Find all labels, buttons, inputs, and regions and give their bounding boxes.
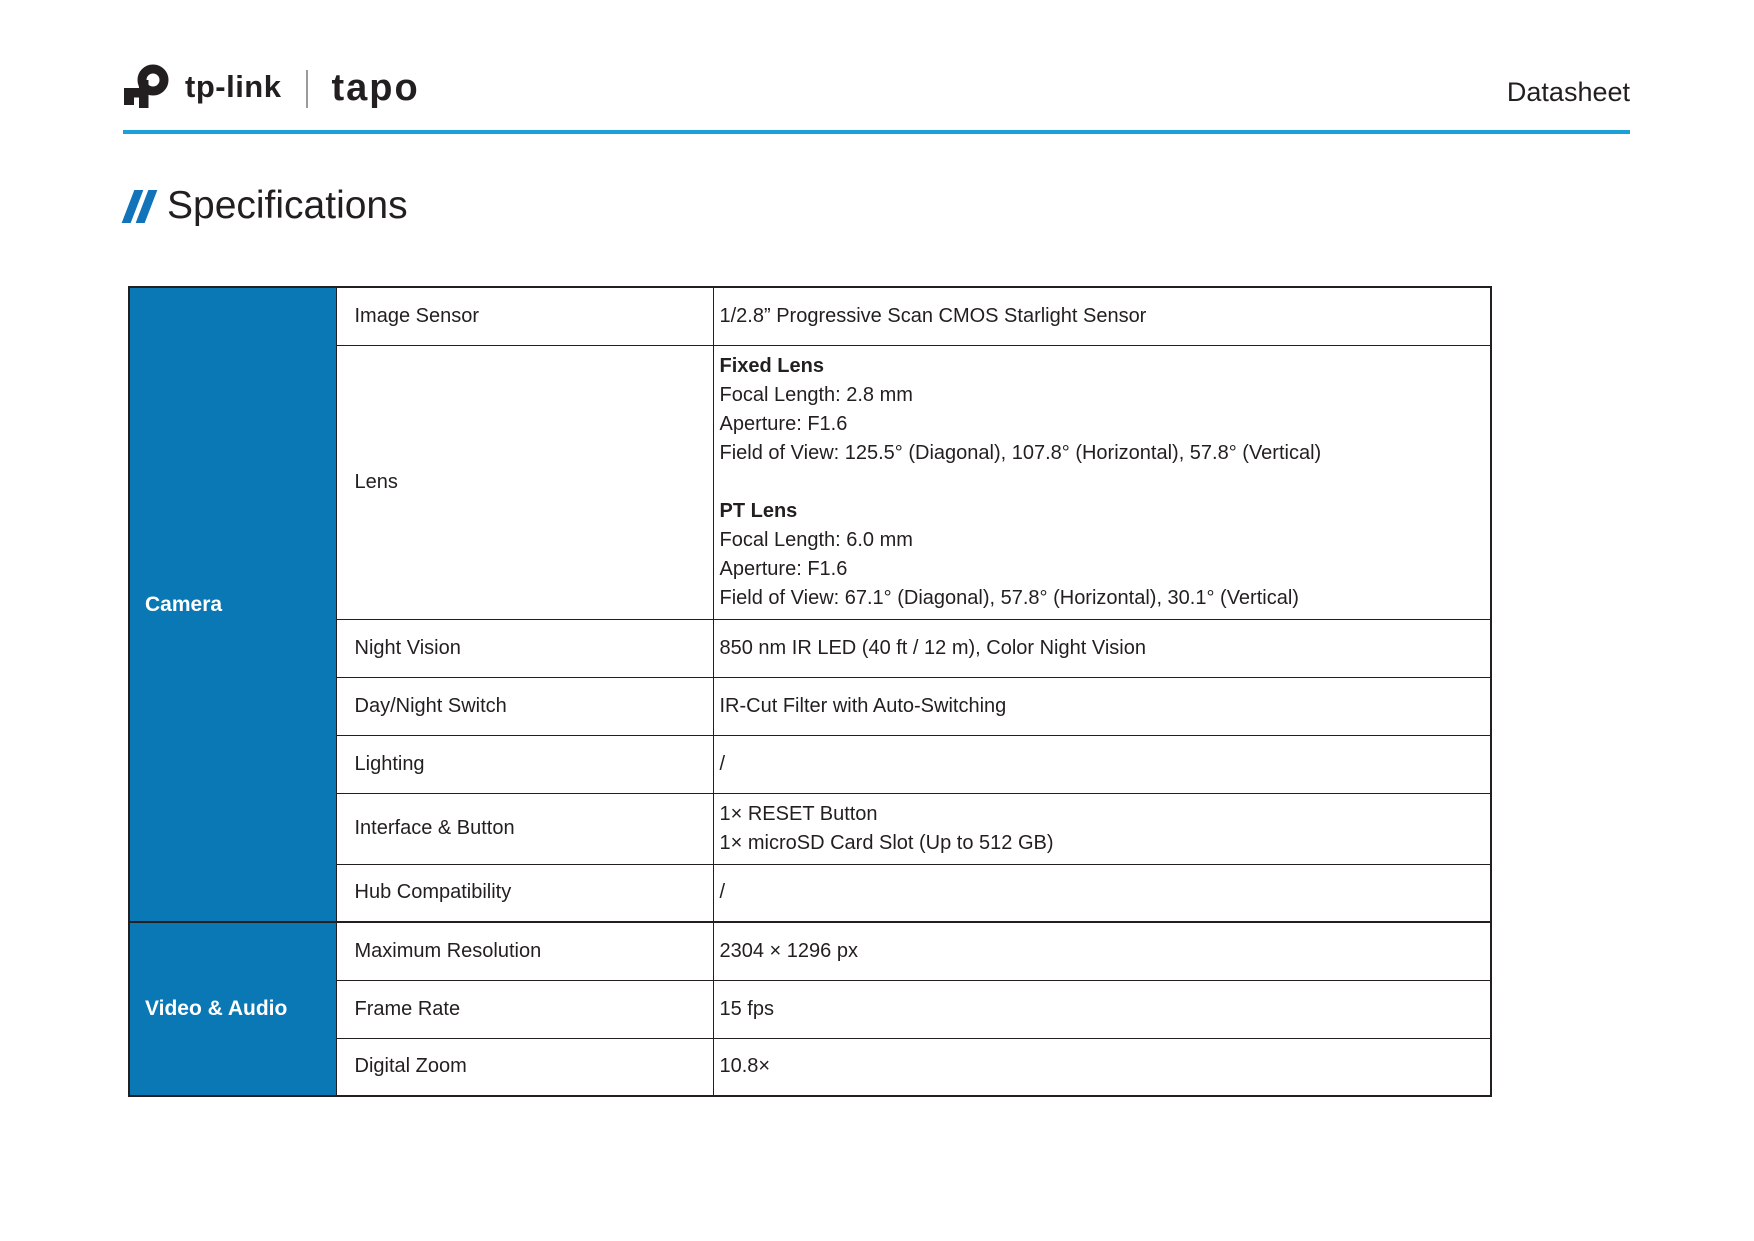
spec-value-line: 15 fps [719, 997, 774, 1020]
spec-label-hub-compatibility: Hub Compatibility [336, 864, 713, 922]
spec-value-interface-button [713, 793, 1491, 864]
section-title [128, 184, 1754, 228]
spec-value-line: 1× RESET Button [719, 802, 878, 825]
page-header [123, 0, 1630, 134]
spec-value-line: Field of View: 67.1° (Diagonal), 57.8° (Horizontal), 30.1° (Vertical) [719, 586, 1299, 609]
spec-value-hub-compatibility [713, 864, 1491, 922]
double-slash-icon [128, 190, 151, 223]
spec-label-image-sensor: Image Sensor [336, 287, 713, 345]
spec-value-image-sensor [713, 287, 1491, 345]
brand-wordmark: tp-link [185, 69, 282, 104]
section-header-camera: Camera [129, 287, 336, 922]
spec-value-line: 10.8× [719, 1055, 771, 1078]
spec-value-night-vision [713, 619, 1491, 677]
spec-label-interface-button: Interface & Button [336, 793, 713, 864]
spec-value-line: Aperture: F1.6 [719, 412, 848, 435]
spec-value-line: 850 nm IR LED (40 ft / 12 m), Color Night Vision [719, 636, 1146, 659]
brand-logo [123, 64, 420, 114]
spec-value-lens [713, 345, 1491, 619]
spec-value-line: / [719, 752, 726, 775]
spec-label-frame-rate: Frame Rate [336, 980, 713, 1038]
spec-value-digital-zoom [713, 1038, 1491, 1096]
spec-value-line [720, 468, 1483, 497]
spec-value-day-night-switch [713, 677, 1491, 735]
spec-value-line: Focal Length: 6.0 mm [719, 528, 913, 551]
tapo-wordmark: tapo [331, 66, 420, 109]
spec-label-digital-zoom: Digital Zoom [336, 1038, 713, 1096]
spec-value-line: 1× microSD Card Slot (Up to 512 GB) [719, 831, 1054, 854]
spec-label-lens: Lens [336, 345, 713, 619]
spec-value-line: 1/2.8” Progressive Scan CMOS Starlight Sensor [719, 304, 1147, 327]
spec-label-day-night-switch: Day/Night Switch [336, 677, 713, 735]
spec-value-lighting [713, 735, 1491, 793]
section-header-video-audio: Video & Audio [129, 922, 336, 1096]
spec-value-line: 2304 × 1296 px [719, 939, 858, 962]
spec-value-line: Field of View: 125.5° (Diagonal), 107.8° (Horizontal), 57.8° (Vertical) [719, 441, 1322, 464]
spec-value-line: PT Lens [719, 499, 798, 522]
tp-link-logo-icon [123, 64, 171, 114]
specifications-table [128, 286, 1492, 1097]
spec-label-night-vision: Night Vision [336, 619, 713, 677]
spec-value-frame-rate [713, 980, 1491, 1038]
spec-value-line: Aperture: F1.6 [719, 557, 848, 580]
spec-label-lighting: Lighting [336, 735, 713, 793]
spec-value-line: / [719, 881, 726, 904]
brand-divider [306, 70, 308, 108]
spec-value-line: Focal Length: 2.8 mm [719, 383, 913, 406]
table-row [129, 922, 1491, 980]
spec-value-line: Fixed Lens [719, 354, 824, 377]
table-row [129, 287, 1491, 345]
spec-value-maximum-resolution [713, 922, 1491, 980]
doc-type-label: Datasheet [1506, 77, 1630, 107]
section-title-text: Specifications [167, 184, 408, 227]
spec-label-maximum-resolution: Maximum Resolution [336, 922, 713, 980]
spec-value-line: IR-Cut Filter with Auto-Switching [719, 694, 1007, 717]
